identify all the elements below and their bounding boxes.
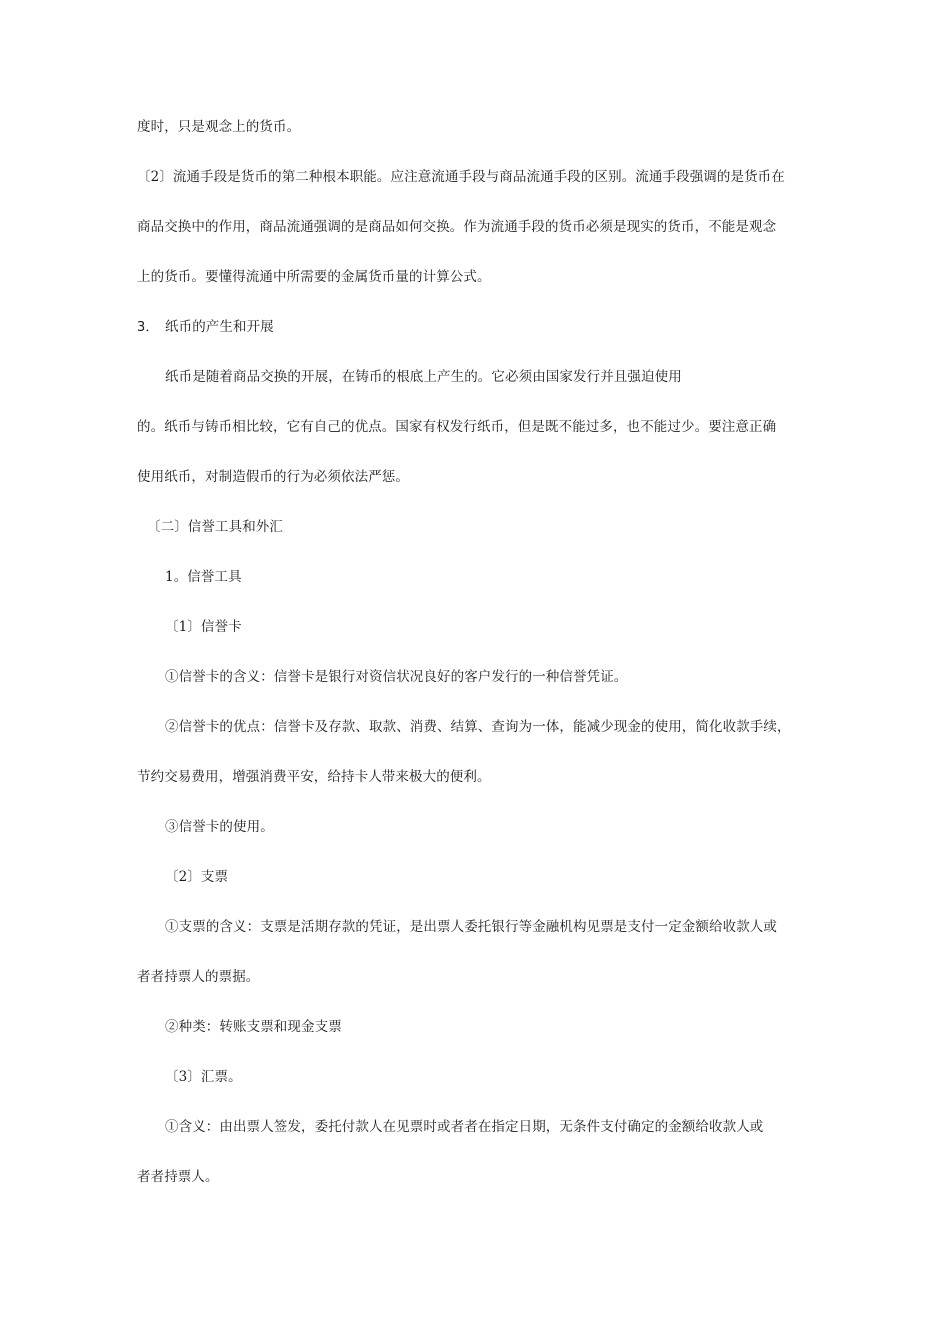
paragraph-line: ②信誉卡的优点：信誉卡及存款、取款、消费、结算、查询为一体，能减少现金的使用，简化收款手续， <box>165 719 791 735</box>
paragraph-line: 纸币是随着商品交换的开展，在铸币的根底上产生的。它必须由国家发行并且强迫使用 <box>165 369 682 385</box>
section-heading <box>137 318 274 337</box>
paragraph-line: 节约交易费用，增强消费平安，给持卡人带来极大的便利。 <box>137 769 491 785</box>
paragraph-line: 〔2〕流通手段是货币的第二种根本职能。应注意流通手段与商品流通手段的区别。流通手段强调的是货币在 <box>137 169 785 185</box>
paragraph-line: 度时，只是观念上的货币。 <box>137 119 301 135</box>
paragraph-line: 的。纸币与铸币相比较，它有自己的优点。国家有权发行纸币，但是既不能过多，也不能过少。要注意正确 <box>137 419 777 435</box>
item-heading: 〔2〕支票 <box>165 869 229 885</box>
paragraph-line: 者者持票人的票据。 <box>137 969 260 985</box>
paragraph-line: 上的货币。要懂得流通中所需要的金属货币量的计算公式。 <box>137 269 491 285</box>
paragraph-line: 者者持票人。 <box>137 1169 219 1185</box>
paragraph-line: 商品交换中的作用，商品流通强调的是商品如何交换。作为流通手段的货币必须是现实的货币，不能是观念 <box>137 219 777 235</box>
paragraph-line: ①含义：由出票人签发，委托付款人在见票时或者者在指定日期，无条件支付确定的金额给收款人或 <box>165 1119 764 1135</box>
paragraph-line: ②种类：转账支票和现金支票 <box>165 1019 342 1035</box>
subsection-heading: 1。信誉工具 <box>165 569 242 585</box>
item-heading: 〔1〕信誉卡 <box>165 619 242 635</box>
section-title: 纸币的产生和开展 <box>165 319 274 335</box>
paragraph-line: ③信誉卡的使用。 <box>165 819 274 835</box>
subsection-heading: 〔二〕信誉工具和外汇 <box>147 519 283 535</box>
paragraph-line: ①支票的含义：支票是活期存款的凭证，是出票人委托银行等金融机构见票是支付一定金额给收款人或 <box>165 919 777 935</box>
paragraph-line: ①信誉卡的含义：信誉卡是银行对资信状况良好的客户发行的一种信誉凭证。 <box>165 669 628 685</box>
paragraph-line: 使用纸币，对制造假币的行为必须依法严惩。 <box>137 469 409 485</box>
item-heading: 〔3〕汇票。 <box>165 1069 242 1085</box>
section-number: 3． <box>137 320 159 335</box>
